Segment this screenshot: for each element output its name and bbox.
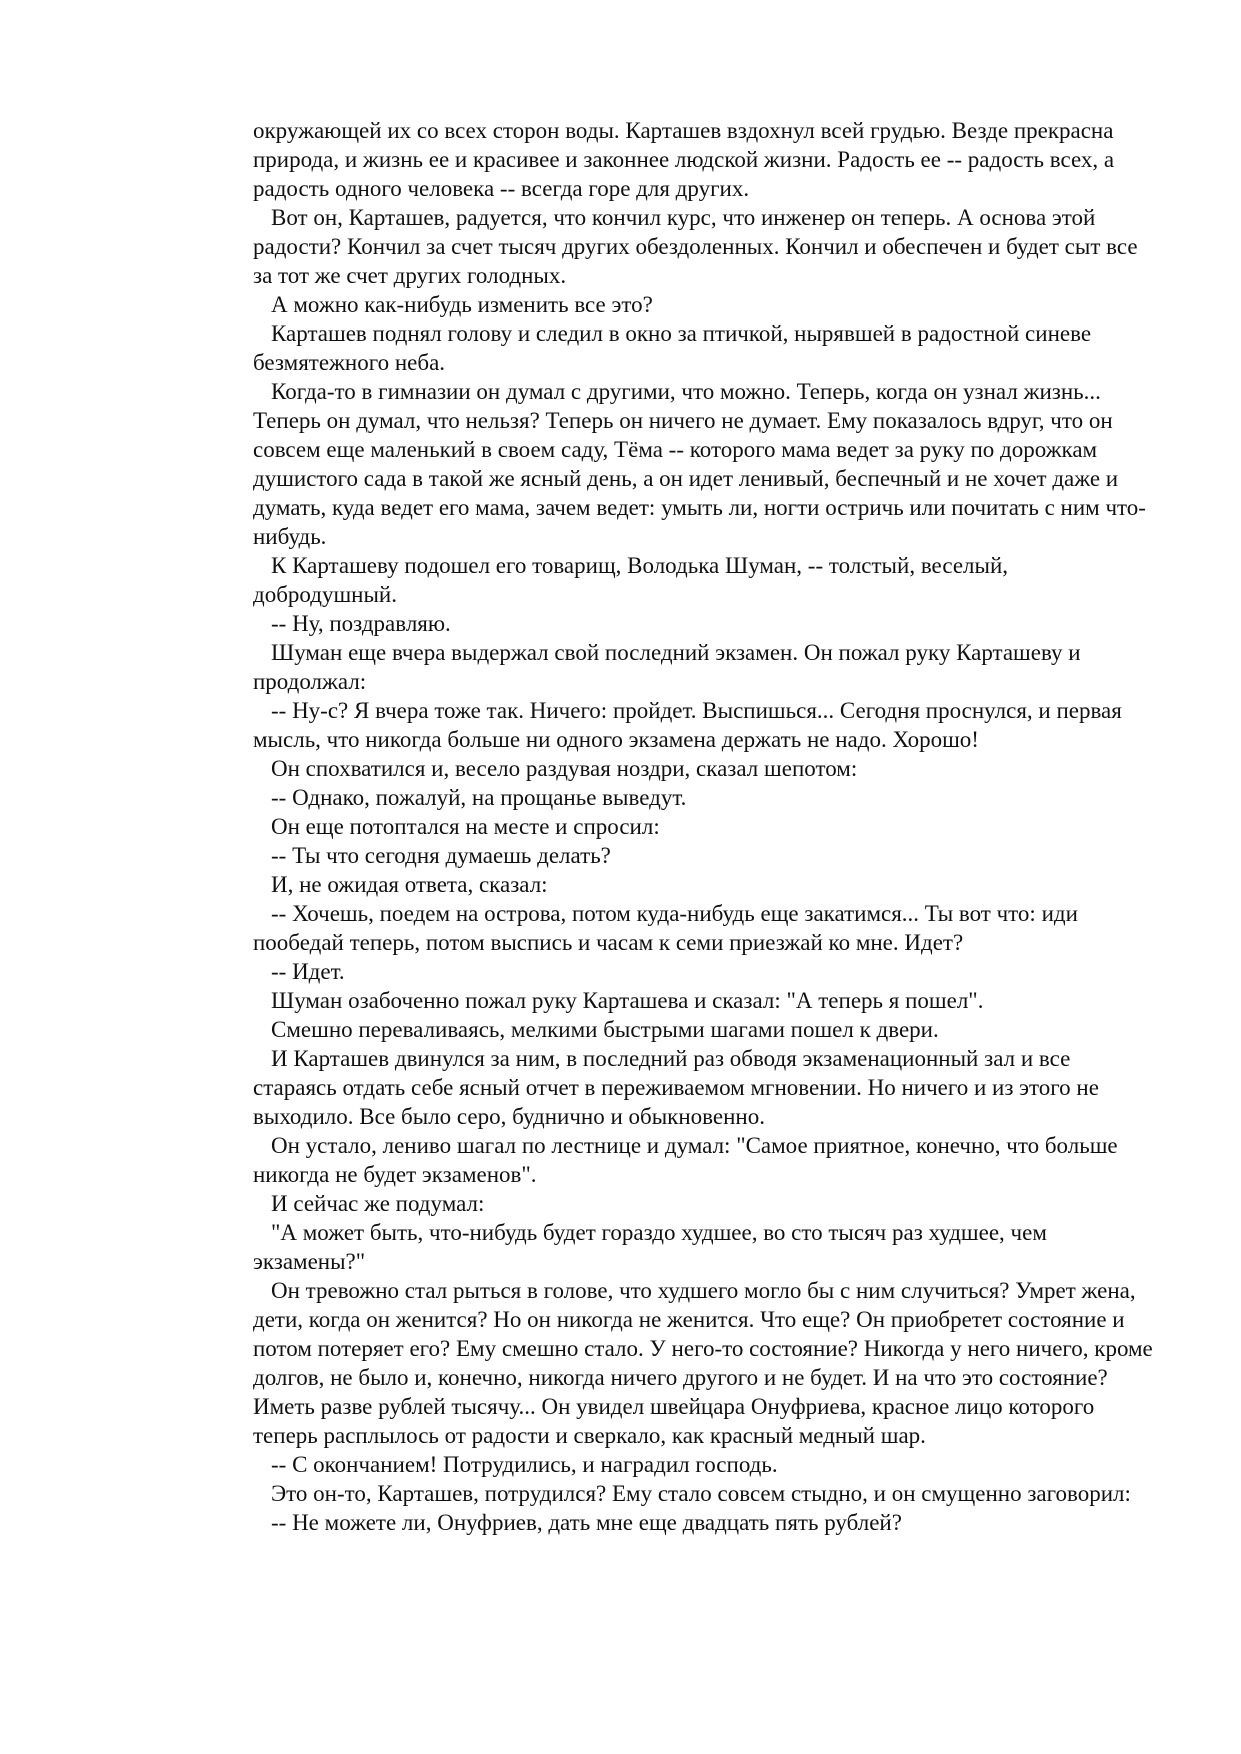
document-body [253,116,1153,1537]
paragraph: И Карташев двинулся за ним, в последний раз обводя экзаменационный зал и все стараясь отдать себе ясный отчет в переживаемом мгновении. Но ничего и из этого не выходило. Все было серо, буднично и обыкновенно. [253,1046,1099,1129]
paragraph: -- Ты что сегодня думаешь делать? [271,843,611,868]
paragraph: Он спохватился и, весело раздувая ноздри, сказал шепотом: [271,756,858,781]
paragraph: К Карташеву подошел его товарищ, Володька Шуман, -- толстый, веселый, добродушный. [253,553,1009,607]
paragraph: А можно как-нибудь изменить все это? [271,292,653,317]
paragraph: -- Не можете ли, Онуфриев, дать мне еще двадцать пять рублей? [271,1510,902,1535]
paragraph: И, не ожидая ответа, сказал: [271,872,548,897]
paragraph: И сейчас же подумал: [271,1191,485,1216]
paragraph: Смешно переваливаясь, мелкими быстрыми шагами пошел к двери. [271,1017,939,1042]
paragraph: Это он-то, Карташев, потрудился? Ему стало совсем стыдно, и он смущенно заговорил: [271,1481,1131,1506]
paragraph: Карташев поднял голову и следил в окно за птичкой, нырявшей в радостной синеве безмятежного неба. [253,321,1092,375]
paragraph: окружающей их со всех сторон воды. Карташев вздохнул всей грудью. Везде прекрасна природа, и жизнь ее и красивее и законнее людской жизни. Радость ее -- радость всех, а радость одного человека -- всегда горе для других. [253,118,1115,201]
paragraph: Он тревожно стал рыться в голове, что худшего могло бы с ним случиться? Умрет жена, дети, когда он женится? Но он никогда не женится. Что еще? Он приобретет состояние и потом потеряет его? Ему смешно стало. У него-то состояние? Никогда у него ничего, кроме долгов, не было и, конечно, никогда ничего другого и не будет. И на что это состояние? Иметь разве рублей тысячу... Он увидел швейцара Онуфриева, красное лицо которого теперь расплылось от радости и сверкало, как красный медный шар. [253,1278,1153,1448]
paragraph: "А может быть, что-нибудь будет гораздо худшее, во сто тысяч раз худшее, чем экзамены?" [253,1220,1047,1274]
paragraph: -- Ну, поздравляю. [271,611,451,636]
paragraph: -- Идет. [271,959,345,984]
paragraph: Вот он, Карташев, радуется, что кончил курс, что инженер он теперь. А основа этой радости? Кончил за счет тысяч других обездоленных. Кончил и обеспечен и будет сыт все за тот же счет других голодных. [253,205,1138,288]
paragraph: Он устало, лениво шагал по лестнице и думал: "Самое приятное, конечно, что больше никогда не будет экзаменов". [253,1133,1118,1187]
paragraph: Когда-то в гимназии он думал с другими, что можно. Теперь, когда он узнал жизнь... Теперь он думал, что нельзя? Теперь он ничего не думает. Ему показалось вдруг, что он совсем еще маленький в своем саду, Тёма -- которого мама ведет за руку по дорожкам душистого сада в такой же ясный день, а он идет ленивый, беспечный и не хочет даже и думать, куда ведет его мама, зачем ведет: умыть ли, ногти остричь или почитать с ним что-нибудь. [253,379,1146,549]
paragraph: -- Ну-с? Я вчера тоже так. Ничего: пройдет. Выспишься... Сегодня проснулся, и первая мысль, что никогда больше ни одного экзамена держать не надо. Хорошо! [253,698,1122,752]
paragraph: -- Хочешь, поедем на острова, потом куда-нибудь еще закатимся... Ты вот что: иди пообедай теперь, потом выспись и часам к семи приезжай ко мне. Идет? [253,901,1078,955]
paragraph: -- Однако, пожалуй, на прощанье выведут. [271,785,687,810]
paragraph: Он еще потоптался на месте и спросил: [271,814,660,839]
paragraph: -- С окончанием! Потрудились, и наградил господь. [271,1452,778,1477]
paragraph: Шуман озабоченно пожал руку Карташева и сказал: "А теперь я пошел". [271,988,984,1013]
paragraph: Шуман еще вчера выдержал свой последний экзамен. Он пожал руку Карташеву и продолжал: [253,640,1081,694]
